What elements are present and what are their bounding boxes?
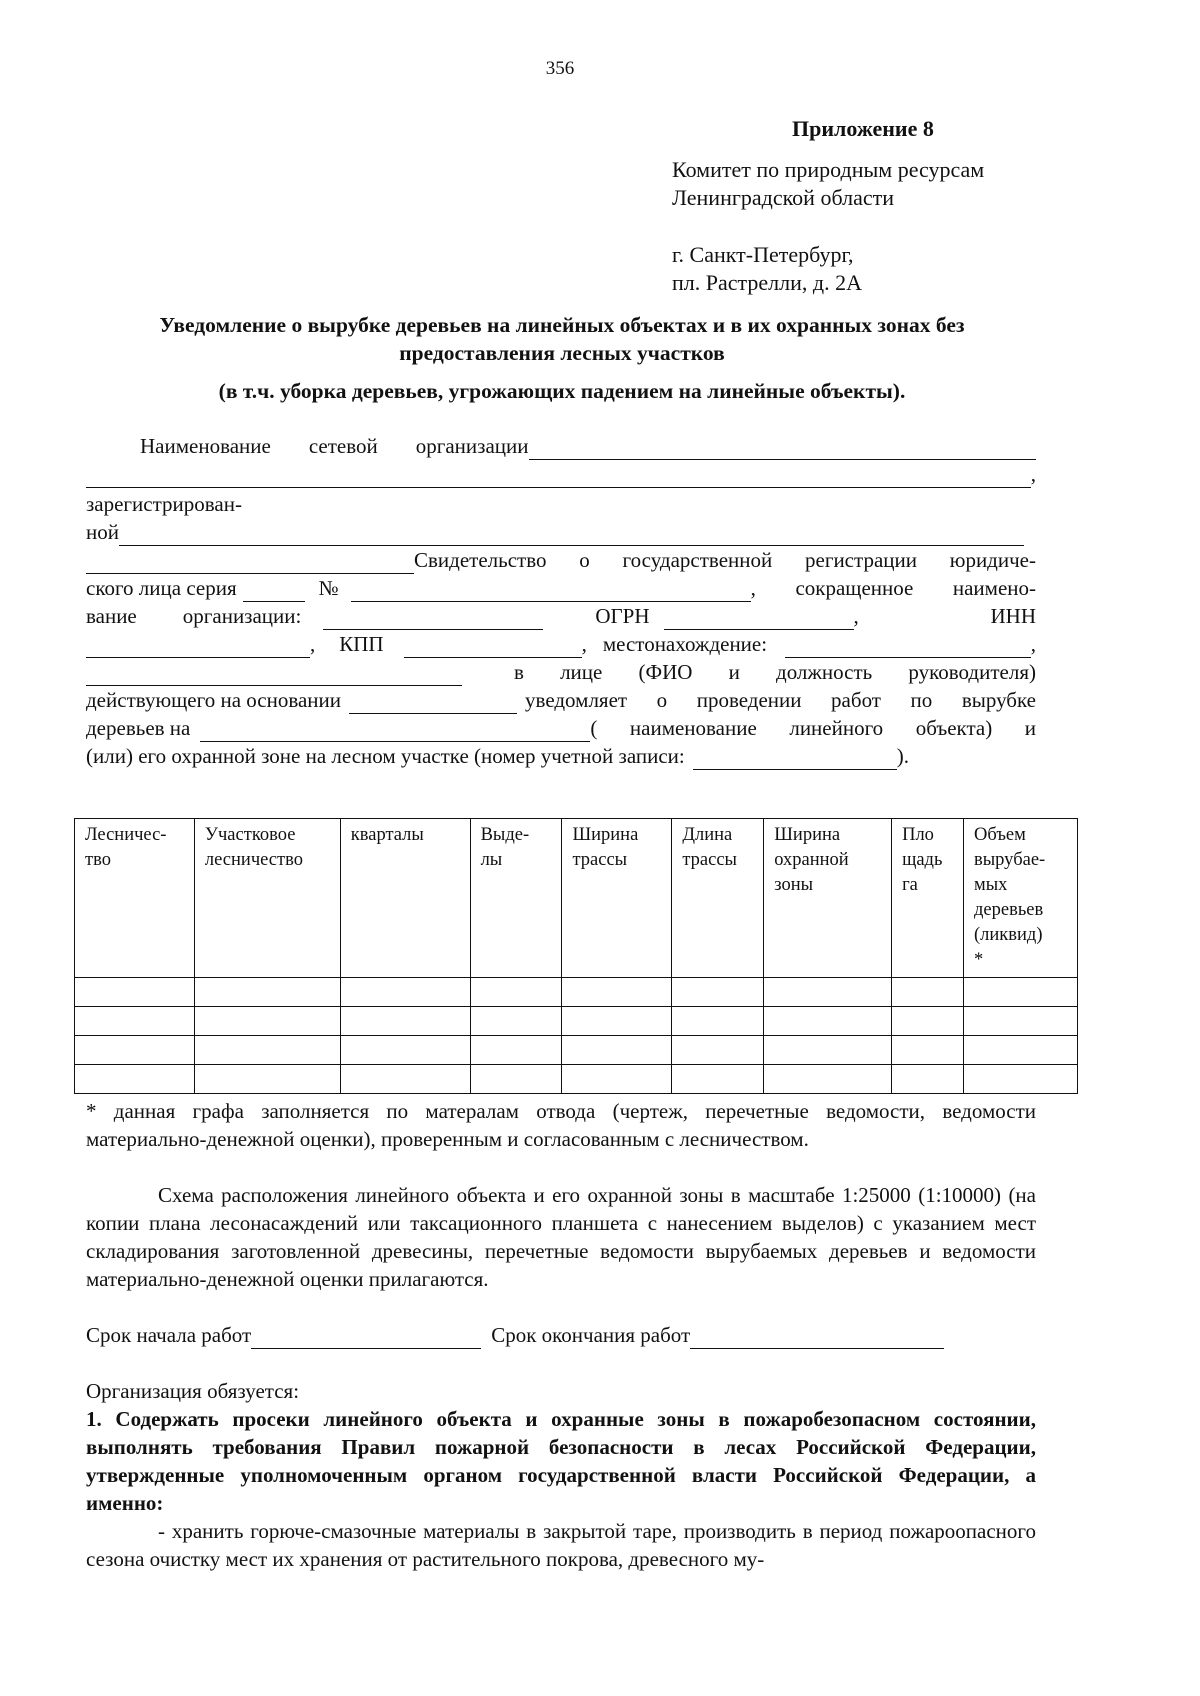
number-sign: № bbox=[318, 576, 339, 600]
title-line-1: Уведомление о вырубке деревьев на линейных объектах и в их охранных зонах без bbox=[159, 313, 965, 337]
form-line-1 bbox=[140, 432, 1036, 460]
table-row bbox=[75, 1007, 1078, 1036]
inn-field[interactable] bbox=[86, 637, 310, 658]
representative-label: в лице (ФИО и должность руководителя) bbox=[514, 660, 1036, 684]
comma: , bbox=[310, 632, 316, 656]
short-name-label: , сокращенное наимено- bbox=[750, 576, 1036, 600]
obligation-bullet-1: - хранить горюче-смазочные материалы в закрытой таре, производить в период пожароопасного сезона очистку мест их хранения от растительного покрова, древесного му- bbox=[86, 1519, 1036, 1571]
account-record-label: (или) его охранной зоне на лесном участке (номер учетной записи: bbox=[86, 744, 685, 768]
org-name-label-c: организации bbox=[415, 434, 529, 458]
form-line-7 bbox=[86, 602, 1036, 630]
obligations-intro: Организация обязуется: bbox=[86, 1379, 300, 1403]
col-header-forestry: Лесничес- тво bbox=[75, 819, 195, 978]
title-line-2: предоставления лесных участков bbox=[399, 341, 725, 365]
col-header-zone-width: Ширина охранной зоны bbox=[764, 819, 892, 978]
form-line-10 bbox=[86, 686, 1036, 714]
form-line-4 bbox=[86, 518, 1024, 546]
account-record-field[interactable] bbox=[693, 749, 897, 770]
table-footnote: * данная графа заполняется по матералам отвода (чертеж, перечетные ведомости, ведомости материально-денежной оценки), проверенным и согласованным с лесничеством. bbox=[86, 1099, 1036, 1151]
basis-field[interactable] bbox=[349, 693, 517, 714]
kpp-label: КПП bbox=[339, 632, 384, 656]
closing-paren: ). bbox=[896, 744, 909, 768]
dates-line bbox=[86, 1321, 1006, 1349]
col-header-route-width: Ширина трассы bbox=[562, 819, 672, 978]
page-number: 356 bbox=[545, 58, 575, 79]
form-line-6 bbox=[86, 574, 1036, 602]
col-header-quarters: кварталы bbox=[340, 819, 470, 978]
table-header-row bbox=[75, 819, 1078, 978]
certificate-label: Свидетельство о государственной регистрации юридиче- bbox=[414, 548, 1036, 572]
appendix-label: Приложение 8 bbox=[792, 116, 934, 141]
comma: , bbox=[853, 604, 859, 628]
table-row bbox=[75, 978, 1078, 1007]
form-line-8 bbox=[86, 630, 1036, 658]
short-name-label-end: вание bbox=[86, 604, 137, 628]
linear-object-label: ( наименование линейного объекта) и bbox=[590, 716, 1036, 740]
short-name-field[interactable] bbox=[323, 609, 543, 630]
scheme-paragraph: Схема расположения линейного объекта и его охранной зоны в масштабе 1:25000 (1:10000) (на копии плана лесонасаждений или таксационного планшета с нанесением выделов) с указанием мест складирования заготовленной древесины, перечетные ведомости вырубаемых деревьев и ведомости материально-денежной оценки прилагаются. bbox=[86, 1183, 1036, 1291]
linear-object-field[interactable] bbox=[200, 721, 590, 742]
col-header-area: Пло щадь га bbox=[892, 819, 964, 978]
form-line-11 bbox=[86, 714, 1036, 742]
form-line-2 bbox=[86, 460, 1036, 488]
addressee-line-2: Ленинградской области bbox=[672, 185, 894, 210]
title-line-3: (в т.ч. уборка деревьев, угрожающих падением на линейные объекты). bbox=[218, 379, 906, 403]
kpp-field[interactable] bbox=[404, 637, 582, 658]
registered-label: зарегистрирован- bbox=[86, 492, 242, 516]
org-name-label-a: Наименование bbox=[140, 434, 271, 458]
ogrn-field[interactable] bbox=[664, 609, 854, 630]
felling-table bbox=[74, 818, 1078, 1094]
org-name-label-b: сетевой bbox=[308, 434, 378, 458]
trees-on-label: деревьев на bbox=[86, 716, 191, 740]
inn-label: ИНН bbox=[990, 604, 1036, 628]
comma: , bbox=[581, 632, 587, 656]
col-header-district-forestry: Участковое лесничество bbox=[194, 819, 340, 978]
registration-field[interactable] bbox=[119, 525, 1024, 546]
col-header-volume: Объем вырубае- мых деревьев (ликвид) * bbox=[964, 819, 1078, 978]
org-name-field[interactable] bbox=[529, 439, 1037, 460]
addressee-line-1: Комитет по природным ресурсам bbox=[672, 157, 985, 182]
notifies-label: уведомляет о проведении работ по вырубке bbox=[525, 688, 1036, 712]
form-line-9 bbox=[86, 658, 1036, 686]
table-row bbox=[75, 1036, 1078, 1065]
comma: , bbox=[1030, 632, 1036, 656]
location-field[interactable] bbox=[785, 637, 1031, 658]
start-date-label: Срок начала работ bbox=[86, 1323, 252, 1347]
form-line-12 bbox=[86, 742, 1026, 770]
registration-field-continued[interactable] bbox=[86, 553, 414, 574]
addressee-line-3: г. Санкт-Петербург, bbox=[672, 242, 854, 267]
organization-label: организации: bbox=[182, 604, 302, 628]
col-header-route-length: Длина трассы bbox=[672, 819, 764, 978]
location-label: местонахождение: bbox=[602, 632, 768, 656]
series-label: ского лица серия bbox=[86, 576, 237, 600]
basis-label: действующего на основании bbox=[86, 688, 342, 712]
registered-label-end: ной bbox=[86, 520, 119, 544]
end-date-field[interactable] bbox=[690, 1328, 944, 1349]
location-field-continued[interactable] bbox=[86, 665, 462, 686]
start-date-field[interactable] bbox=[251, 1328, 481, 1349]
obligation-item-1: 1. Содержать просеки линейного объекта и охранные зоны в пожаробезопасном состоянии, выполнять требования Правил пожарной безопасности в лесах Российской Федерации, утвержденные уполномоченным органом государственной власти Российской Федерации, а именно: bbox=[86, 1407, 1036, 1515]
ogrn-label: ОГРН bbox=[595, 604, 650, 628]
certificate-number-field[interactable] bbox=[351, 581, 751, 602]
series-field[interactable] bbox=[243, 581, 305, 602]
form-line-5 bbox=[86, 546, 1036, 574]
col-header-sections: Выде- лы bbox=[470, 819, 562, 978]
org-name-field-continued[interactable] bbox=[86, 467, 1031, 488]
addressee-line-4: пл. Растрелли, д. 2А bbox=[672, 270, 862, 295]
comma: , bbox=[1030, 462, 1036, 486]
end-date-label: Срок окончания работ bbox=[491, 1323, 691, 1347]
table-row bbox=[75, 1065, 1078, 1094]
